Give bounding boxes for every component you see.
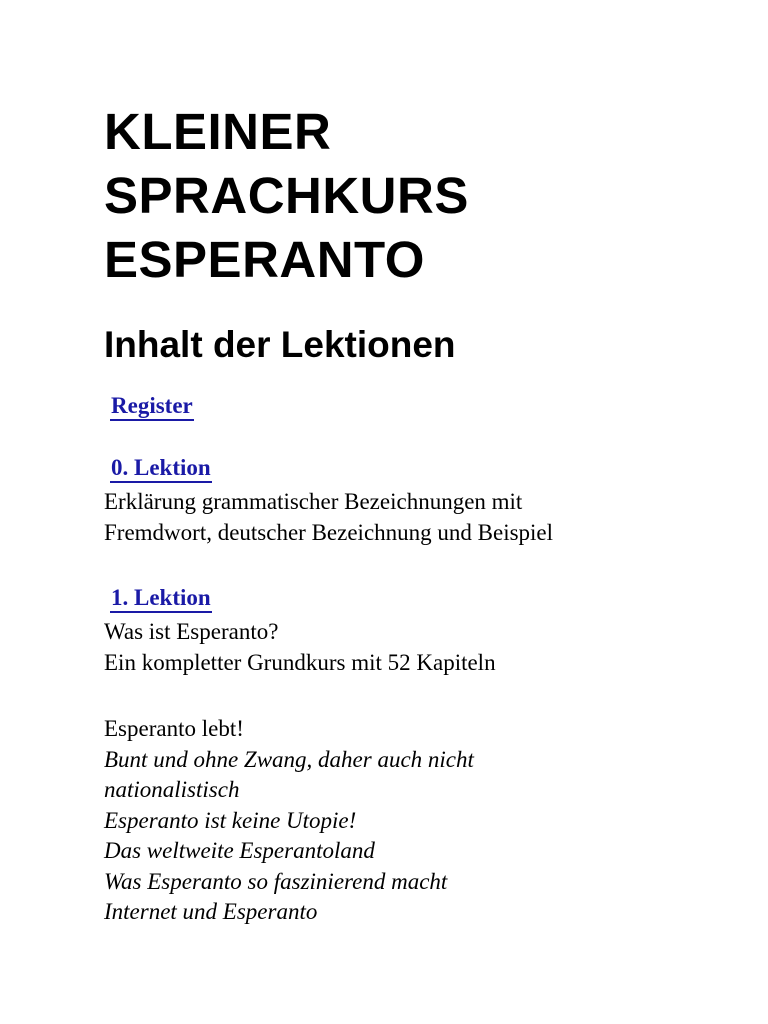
lesson-1-link[interactable]: 1. Lektion — [110, 584, 212, 613]
topic-item: Bunt und ohne Zwang, daher auch nicht — [104, 746, 474, 772]
register-link[interactable]: Register — [110, 392, 194, 421]
topic-item: Was Esperanto so faszinierend macht — [104, 868, 448, 894]
lesson-1-topics — [104, 714, 724, 928]
title-line-2: SPRACHKURS — [104, 167, 469, 224]
document-page — [104, 100, 724, 928]
contents-heading: Inhalt der Lektionen — [104, 324, 456, 365]
topic-item: Das weltweite Esperantoland — [104, 838, 375, 863]
lesson-0-description-line: Fremdwort, deutscher Bezeichnung und Beispiel — [104, 519, 554, 545]
lesson-1-section — [104, 584, 724, 928]
topic-item: nationalistisch — [104, 777, 240, 802]
lesson-0-description-line: Erklärung grammatischer Bezeichnungen mit — [104, 489, 523, 514]
document-title — [104, 100, 724, 292]
lesson-0-description — [104, 487, 724, 548]
topic-heading: Esperanto lebt! — [104, 716, 244, 741]
lesson-0-link[interactable]: 0. Lektion — [110, 454, 212, 483]
topic-item: Internet und Esperanto — [104, 899, 318, 924]
lesson-1-description-line: Was ist Esperanto? — [104, 619, 279, 644]
lesson-1-description — [104, 617, 724, 678]
topic-item: Esperanto ist keine Utopie! — [104, 807, 357, 833]
register-section — [104, 392, 724, 421]
lesson-1-description-line: Ein kompletter Grundkurs mit 52 Kapiteln — [104, 649, 496, 675]
title-line-1: KLEINER — [104, 103, 332, 160]
title-line-3: ESPERANTO — [104, 231, 425, 288]
lesson-0-section — [104, 454, 724, 548]
